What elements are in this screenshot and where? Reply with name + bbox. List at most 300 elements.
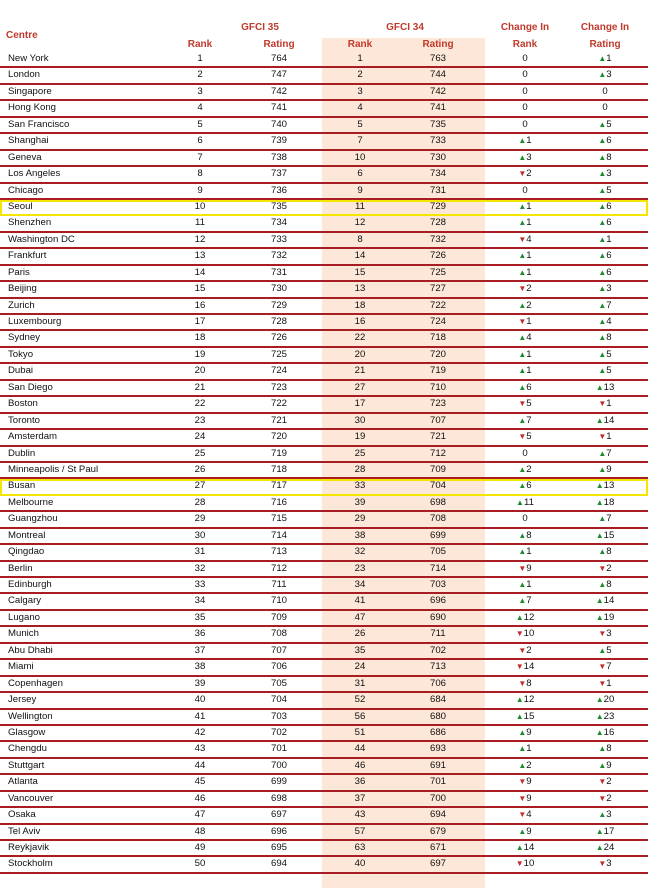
change-rank-cell [490, 497, 560, 509]
change-value: 2 [526, 463, 532, 475]
change-value: 5 [606, 348, 612, 360]
arrow-up-icon: ▲ [598, 70, 607, 80]
rating-35-cell: 741 [270, 102, 287, 114]
centre-cell: Stuttgart [8, 759, 45, 771]
table-row [0, 578, 648, 594]
arrow-up-icon: ▲ [518, 826, 527, 836]
arrow-up-icon: ▲ [518, 464, 527, 474]
arrow-down-icon: ▼ [515, 859, 524, 869]
change-rank-cell [490, 119, 560, 131]
table-row [0, 118, 648, 134]
rank-34-cell: 30 [354, 414, 366, 426]
table-row [0, 151, 648, 167]
rating-35-cell: 701 [270, 743, 287, 755]
rank-35-cell: 10 [194, 200, 206, 212]
arrow-down-icon: ▼ [515, 629, 524, 639]
change-value: 4 [526, 233, 532, 245]
change-value: 12 [523, 694, 535, 706]
table-row [0, 315, 648, 331]
rating-35-cell: 738 [270, 151, 287, 163]
arrow-up-icon: ▲ [598, 810, 607, 820]
change-rank-cell [490, 842, 560, 854]
arrow-up-icon: ▲ [595, 497, 604, 507]
rating-34-cell: 709 [429, 463, 446, 475]
rating-35-cell: 705 [270, 677, 287, 689]
change-rank-cell [490, 332, 560, 344]
centre-cell: Beijing [8, 283, 37, 295]
centre-cell: Abu Dhabi [8, 644, 53, 656]
change-rank-cell [490, 694, 560, 706]
change-value: 0 [602, 85, 608, 97]
change-value: 1 [526, 135, 532, 147]
rating-34-cell: 730 [429, 151, 446, 163]
rank-34-cell: 18 [354, 299, 366, 311]
change-value: 8 [606, 743, 612, 755]
table-row [0, 611, 648, 627]
rank-35-cell: 30 [194, 529, 206, 541]
change-value: 1 [526, 579, 532, 590]
arrow-up-icon: ▲ [595, 481, 604, 491]
change-value: 0 [522, 184, 528, 196]
arrow-down-icon: ▼ [598, 432, 607, 442]
arrow-up-icon: ▲ [595, 596, 604, 606]
change-value: 8 [606, 546, 612, 558]
rank-35-cell: 3 [197, 85, 203, 97]
rating-34-cell: 720 [429, 348, 446, 360]
rating-34-cell: 693 [429, 743, 446, 755]
change-rank-cell [490, 431, 560, 443]
centre-cell: Osaka [8, 809, 36, 821]
rank-35-cell: 18 [194, 332, 206, 344]
arrow-up-icon: ▲ [595, 530, 604, 540]
change-value: 2 [526, 283, 532, 295]
rating-35-cell: 710 [270, 595, 287, 607]
change-rank-cell [490, 513, 560, 525]
rating-34-cell: 696 [429, 595, 446, 607]
centre-cell: Lugano [8, 611, 41, 623]
change-value: 2 [606, 792, 612, 804]
rank-34-cell: 39 [354, 496, 366, 508]
rank-35-cell: 33 [194, 579, 206, 590]
change-rank-cell [490, 760, 560, 772]
arrow-up-icon: ▲ [598, 185, 607, 195]
arrow-down-icon: ▼ [518, 169, 527, 179]
table-row [0, 167, 648, 183]
change-rating-cell [570, 300, 640, 312]
arrow-up-icon: ▲ [595, 612, 604, 622]
arrow-up-icon: ▲ [518, 744, 527, 754]
table-row [0, 101, 648, 117]
rating-35-cell: 697 [270, 809, 287, 821]
change-value: 1 [526, 316, 532, 327]
rank-35-cell: 22 [194, 398, 206, 410]
arrow-up-icon: ▲ [598, 267, 607, 277]
table-row [0, 233, 648, 249]
rank-35-cell: 4 [197, 102, 203, 114]
change-rating-cell [570, 448, 640, 460]
rank-34-cell: 21 [354, 365, 366, 377]
rank-35-cell: 19 [194, 348, 206, 360]
centre-cell: Toronto [8, 414, 40, 426]
rank-34-cell: 43 [354, 809, 366, 821]
rating-34-cell: 721 [429, 431, 446, 443]
arrow-up-icon: ▲ [515, 711, 524, 721]
rank-34-cell: 23 [354, 562, 366, 574]
change-value: 14 [523, 661, 535, 673]
rating-34-cell: 741 [429, 102, 446, 114]
centre-cell: Hong Kong [8, 102, 57, 114]
change-value: 18 [603, 496, 615, 508]
arrow-up-icon: ▲ [598, 284, 607, 294]
change-value: 9 [526, 792, 532, 804]
arrow-up-icon: ▲ [518, 596, 527, 606]
change-rating-cell [570, 530, 640, 542]
table-row [0, 85, 648, 101]
rating-35-cell: 695 [270, 842, 287, 853]
centre-cell: Busan [8, 480, 36, 492]
rank-35-cell: 49 [194, 842, 206, 853]
rank-34-cell: 34 [354, 579, 366, 590]
change-value: 8 [606, 332, 612, 344]
change-value: 0 [522, 69, 528, 81]
rating-35-cell: 735 [270, 200, 287, 212]
centre-cell: Paris [8, 266, 30, 278]
centre-cell: Atlanta [8, 776, 38, 788]
rating-34-cell: 714 [429, 562, 446, 574]
centre-cell: Montreal [8, 529, 46, 541]
arrow-up-icon: ▲ [598, 218, 607, 228]
centre-cell: Guangzhou [8, 513, 58, 525]
rating-34-cell: 703 [429, 579, 446, 590]
rating-34-cell: 684 [429, 694, 446, 706]
rating-35-cell: 716 [270, 496, 287, 508]
arrow-up-icon: ▲ [595, 711, 604, 721]
rank-34-cell: 29 [354, 513, 366, 525]
change-rating-cell [570, 645, 640, 657]
change-value: 6 [606, 250, 612, 262]
arrow-down-icon: ▼ [598, 678, 607, 688]
rank-34-cell: 15 [354, 266, 366, 278]
change-value: 5 [606, 184, 612, 196]
arrow-up-icon: ▲ [515, 612, 524, 622]
change-rank-cell [490, 645, 560, 657]
arrow-up-icon: ▲ [595, 415, 604, 425]
rank-35-cell: 43 [194, 743, 206, 755]
arrow-down-icon: ▼ [598, 399, 607, 409]
rank-34-cell: 38 [354, 529, 366, 541]
rating-35-cell: 707 [270, 644, 287, 656]
change-value: 3 [606, 858, 612, 870]
centre-cell: Chicago [8, 184, 44, 196]
change-value: 2 [526, 644, 532, 656]
change-rank-cell [490, 612, 560, 624]
arrow-up-icon: ▲ [598, 136, 607, 146]
arrow-up-icon: ▲ [598, 744, 607, 754]
rating-34-cell: 671 [429, 842, 446, 853]
rating-34-cell: 723 [429, 398, 446, 410]
arrow-down-icon: ▼ [518, 678, 527, 688]
rating-35-cell: 726 [270, 332, 287, 344]
change-rank-cell [490, 86, 560, 98]
rating-34-cell: 702 [429, 644, 446, 656]
rating-35-cell: 718 [270, 463, 287, 475]
table-row [0, 627, 648, 643]
change-rating-cell [570, 102, 640, 114]
rank-35-cell: 5 [197, 118, 203, 130]
arrow-up-icon: ▲ [515, 843, 524, 852]
table-row [0, 299, 648, 315]
rank-34-cell: 47 [354, 611, 366, 623]
rating-35-cell: 698 [270, 792, 287, 804]
table-row [0, 381, 648, 397]
rating-35-cell: 730 [270, 283, 287, 295]
change-rating-cell [570, 842, 640, 854]
centre-cell: Qingdao [8, 546, 45, 558]
change-rating-cell [570, 711, 640, 723]
arrow-up-icon: ▲ [598, 645, 607, 655]
arrow-down-icon: ▼ [518, 432, 527, 442]
table-row [0, 282, 648, 298]
change-value: 2 [606, 562, 612, 574]
change-value: 9 [526, 825, 532, 837]
change-value: 14 [523, 842, 535, 853]
change-value: 3 [606, 69, 612, 81]
change-rating-cell [570, 743, 640, 755]
arrow-up-icon: ▲ [598, 54, 607, 63]
change-rank-cell [490, 349, 560, 361]
arrow-up-icon: ▲ [518, 218, 527, 228]
change-value: 9 [526, 562, 532, 574]
rank-35-cell: 14 [194, 266, 206, 278]
arrow-up-icon: ▲ [598, 333, 607, 343]
rank-35-cell: 13 [194, 250, 206, 262]
table-row [0, 710, 648, 726]
rating-34-cell: 731 [429, 184, 446, 196]
rating-34-cell: 727 [429, 283, 446, 295]
table-row [0, 331, 648, 347]
arrow-down-icon: ▼ [515, 662, 524, 672]
rank-34-cell: 35 [354, 644, 366, 656]
table-row [0, 52, 648, 68]
header-centre: Centre [6, 30, 38, 41]
rating-34-cell: 690 [429, 611, 446, 623]
centre-cell: Washington DC [8, 233, 75, 245]
rank-35-cell: 41 [194, 710, 206, 722]
rank-34-cell: 36 [354, 776, 366, 788]
change-value: 1 [606, 398, 612, 410]
rank-34-cell: 25 [354, 447, 366, 459]
rank-35-cell: 20 [194, 365, 206, 377]
rating-34-cell: 712 [429, 447, 446, 459]
change-rating-cell [570, 332, 640, 344]
rating-35-cell: 699 [270, 776, 287, 788]
change-rank-cell [490, 530, 560, 542]
change-rating-cell [570, 234, 640, 246]
rank-35-cell: 32 [194, 562, 206, 574]
rank-35-cell: 31 [194, 546, 206, 558]
change-value: 8 [606, 151, 612, 163]
centre-cell: Tokyo [8, 348, 34, 360]
rank-34-cell: 1 [357, 53, 363, 64]
centre-cell: Stockholm [8, 858, 53, 870]
rank-34-cell: 19 [354, 431, 366, 443]
change-value: 16 [603, 726, 615, 738]
arrow-down-icon: ▼ [598, 859, 607, 869]
arrow-down-icon: ▼ [518, 777, 527, 787]
change-value: 6 [606, 135, 612, 147]
centre-cell: Edinburgh [8, 579, 52, 590]
header-change-rank-line1: Change In [500, 22, 550, 33]
change-value: 15 [603, 529, 615, 541]
change-rank-cell [490, 858, 560, 870]
table-row [0, 529, 648, 545]
rank-34-cell: 20 [354, 348, 366, 360]
centre-cell: Dubai [8, 365, 34, 377]
table-row [0, 825, 648, 841]
arrow-up-icon: ▲ [518, 547, 527, 557]
header-gfci35: GFCI 35 [241, 22, 279, 33]
change-rating-cell [570, 217, 640, 229]
arrow-up-icon: ▲ [598, 464, 607, 474]
change-rank-cell [490, 398, 560, 410]
change-rank-cell [490, 185, 560, 197]
header-rank-34: Rank [347, 39, 373, 50]
rating-35-cell: 740 [270, 118, 287, 130]
rating-34-cell: 701 [429, 776, 446, 788]
arrow-down-icon: ▼ [518, 810, 527, 820]
change-value: 8 [526, 677, 532, 689]
change-value: 1 [606, 53, 612, 64]
arrow-down-icon: ▼ [598, 662, 607, 672]
change-rank-cell [490, 678, 560, 690]
rating-35-cell: 731 [270, 266, 287, 278]
change-value: 1 [606, 677, 612, 689]
centre-cell: Los Angeles [8, 168, 61, 180]
change-value: 0 [522, 118, 528, 130]
rating-35-cell: 742 [270, 85, 287, 97]
centre-cell: Berlin [8, 562, 33, 574]
arrow-down-icon: ▼ [518, 399, 527, 409]
centre-cell: Glasgow [8, 726, 46, 738]
rank-34-cell: 52 [354, 694, 366, 706]
change-value: 13 [603, 480, 615, 492]
centre-cell: Chengdu [8, 743, 47, 755]
rating-35-cell: 724 [270, 365, 287, 377]
change-value: 8 [606, 579, 612, 590]
table-row [0, 266, 648, 282]
centre-cell: Melbourne [8, 496, 54, 508]
change-rating-cell [570, 826, 640, 838]
arrow-up-icon: ▲ [518, 152, 527, 162]
change-value: 7 [606, 299, 612, 311]
change-rank-cell [490, 250, 560, 262]
rank-35-cell: 29 [194, 513, 206, 525]
rating-35-cell: 702 [270, 726, 287, 738]
change-value: 12 [523, 611, 535, 623]
rank-34-cell: 12 [354, 217, 366, 229]
arrow-up-icon: ▲ [518, 333, 527, 343]
rank-34-cell: 51 [354, 726, 366, 738]
rating-34-cell: 722 [429, 299, 446, 311]
change-value: 2 [606, 776, 612, 788]
rating-34-cell: 697 [429, 858, 446, 870]
arrow-up-icon: ▲ [598, 366, 607, 376]
table-row [0, 562, 648, 578]
centre-cell: Sydney [8, 332, 40, 344]
rank-34-cell: 13 [354, 283, 366, 295]
change-value: 1 [526, 217, 532, 229]
change-rank-cell [490, 711, 560, 723]
table-row [0, 693, 648, 709]
change-value: 1 [526, 250, 532, 262]
rating-34-cell: 680 [429, 710, 446, 722]
arrow-up-icon: ▲ [518, 760, 527, 770]
centre-cell: Vancouver [8, 792, 54, 804]
change-rating-cell [570, 365, 640, 377]
centre-cell: Reykjavik [8, 842, 50, 853]
change-value: 0 [522, 53, 528, 64]
rank-35-cell: 21 [194, 381, 206, 393]
arrow-up-icon: ▲ [598, 547, 607, 557]
table-row [0, 249, 648, 265]
arrow-up-icon: ▲ [598, 201, 607, 211]
centre-cell: Tel Aviv [8, 825, 41, 837]
table-row [0, 348, 648, 364]
arrow-down-icon: ▼ [598, 629, 607, 639]
table-body [0, 52, 648, 874]
rating-35-cell: 711 [271, 579, 287, 590]
change-value: 17 [603, 825, 615, 837]
change-value: 1 [526, 546, 532, 558]
rating-34-cell: 718 [429, 332, 446, 344]
arrow-down-icon: ▼ [598, 777, 607, 787]
arrow-down-icon: ▼ [518, 234, 527, 244]
table-row [0, 594, 648, 610]
change-value: 3 [606, 283, 612, 295]
rank-35-cell: 35 [194, 611, 206, 623]
rating-35-cell: 734 [270, 217, 287, 229]
change-value: 6 [526, 480, 532, 492]
change-rating-cell [570, 579, 640, 591]
change-rank-cell [490, 727, 560, 739]
rating-35-cell: 736 [270, 184, 287, 196]
rank-35-cell: 23 [194, 414, 206, 426]
rating-34-cell: 705 [429, 546, 446, 558]
change-rank-cell [490, 563, 560, 575]
rating-34-cell: 724 [429, 316, 446, 327]
centre-cell: San Diego [8, 381, 53, 393]
change-value: 1 [526, 743, 532, 755]
header-change-rank-line2: Rank [512, 39, 538, 50]
change-value: 3 [606, 628, 612, 640]
change-rank-cell [490, 234, 560, 246]
rating-34-cell: 726 [429, 250, 446, 262]
rank-34-cell: 41 [354, 595, 366, 607]
rank-34-cell: 40 [354, 858, 366, 870]
arrow-up-icon: ▲ [598, 349, 607, 359]
centre-cell: Shanghai [8, 135, 49, 147]
arrow-up-icon: ▲ [598, 580, 607, 589]
rank-35-cell: 1 [197, 53, 203, 64]
change-rating-cell [570, 809, 640, 821]
change-rank-cell [490, 415, 560, 427]
change-value: 7 [526, 414, 532, 426]
change-rank-cell [490, 464, 560, 476]
rating-35-cell: 715 [270, 513, 287, 525]
rank-35-cell: 48 [194, 825, 206, 837]
change-value: 23 [603, 710, 615, 722]
change-rating-cell [570, 53, 640, 65]
